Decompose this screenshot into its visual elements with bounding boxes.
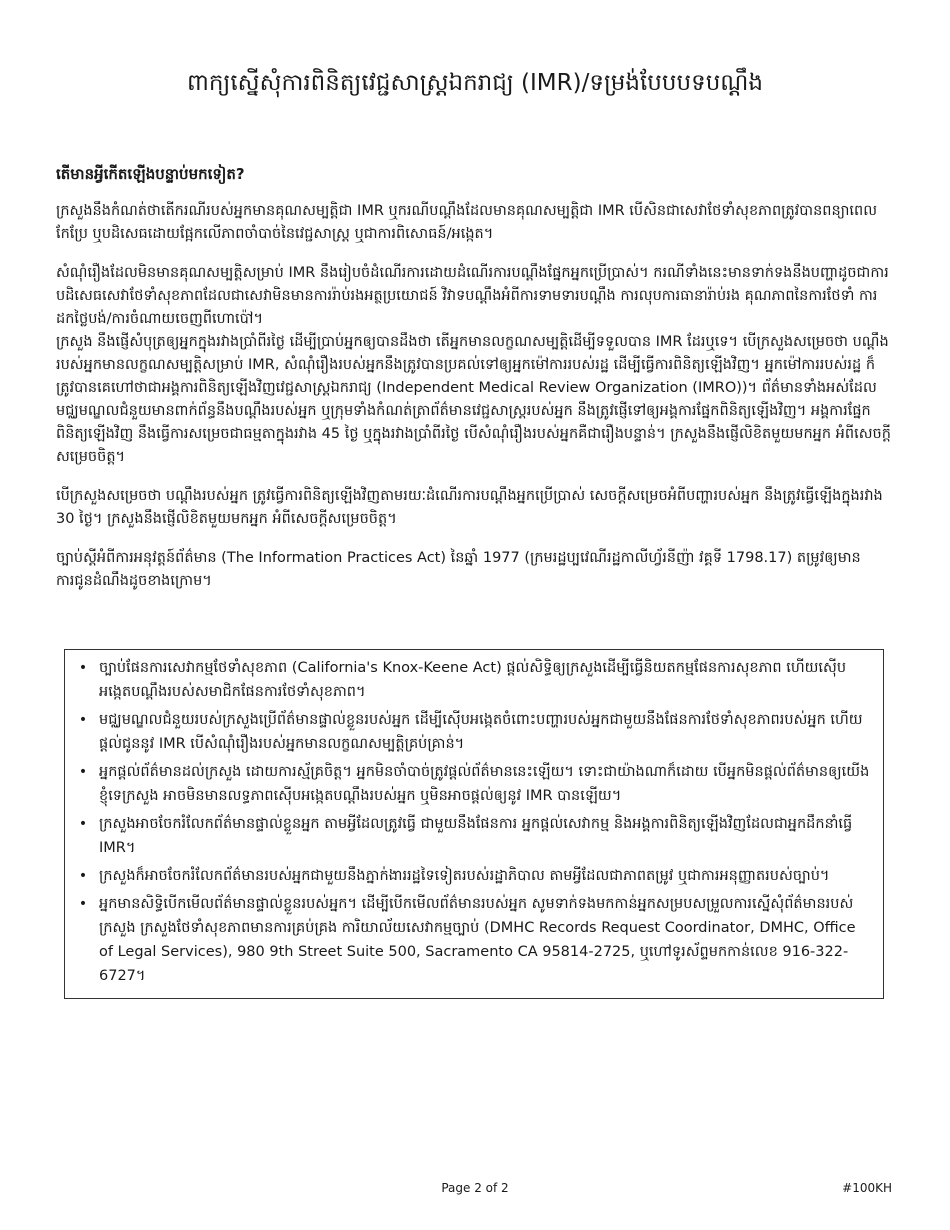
paragraph-consumer-complaint: បើក្រសួងសម្រេចថា បណ្ដឹងរបស់អ្នក ត្រូវធ្វើការពិនិត្យឡើងវិញតាមរយៈដំណើរការបណ្ដឹងអ្នកប្រើប្រាស់ សេចក្ដីសម្រេចអំពីបញ្ហារបស់អ្នក នឹងត្រូវធ្វើឡើងក្នុងរវាង 30 ថ្ងៃ។ ក្រសួងនឹងផ្ញើលិខិតមួយមកអ្នក អំពីសេចក្ដីសម្រេចចិត្ត។ [56, 488, 883, 527]
paragraph-non-imr-cases: សំណុំរឿងដែលមិនមានគុណសម្បត្តិសម្រាប់ IMR នឹងរៀបចំដំណើរការដោយដំណើរការបណ្ដឹងផ្នែកអ្នកប្រើប្រាស់។ ករណីទាំងនេះមានទាក់ទងនឹងបញ្ហាដូចជាការបដិសេធសេវាថែទាំសុខភាពដែលជាសេវាមិនមានការរ៉ាប់រងអត្ថប្រយោជន៍ វិវាទបណ្ដឹងអំពីការទាមទារបណ្ដឹង ការលុបការធានារ៉ាប់រង គុណភាពនៃការថែទាំ ការដកថ្លៃបង់/ការចំណាយចេញពីហោប៉ៅ។ [56, 265, 889, 327]
page-number: Page 2 of 2 [441, 1181, 509, 1195]
notice-item-text: ក្រសួងក៏អាចចែករំលែកព័ត៌មានរបស់អ្នកជាមួយនឹងភ្នាក់ងាររដ្ឋទៃទៀតរបស់រដ្ឋាភិបាល តាមអ្វីដែលជាភាពតម្រូវ ឬជាការអនុញ្ញាតរបស់ច្បាប់។ [99, 868, 830, 884]
notice-item-text: ក្រសួងអាចចែករំលែកព័ត៌មានផ្ទាល់ខ្លួនអ្នក តាមអ្វីដែលត្រូវធ្វើ ជាមួយនឹងផែនការ អ្នកផ្ដល់សេវាកម្ម និងអង្គការពិនិត្យឡើងវិញដែលជាអ្នកដឹកនាំធ្វើ IMR។ [99, 816, 853, 856]
notice-item-sharing-agencies [75, 864, 873, 888]
notice-item-text: ច្បាប់ផែនការសេវាកម្មថែទាំសុខភាព (California's Knox-Keene Act) ផ្ដល់សិទ្ធិឲ្យក្រសួងដើម្បីធ្វើនិយតកម្មផែនការសុខភាព ហើយស៊ើបអង្កេតបណ្ដឹងរបស់សមាជិកផែនការថែទាំសុខភាព។ [99, 660, 847, 700]
notice-item-text: មជ្ឈមណ្ឌលជំនួយរបស់ក្រសួងប្រើព័ត៌មានផ្ទាល់ខ្លួនរបស់អ្នក ដើម្បីស៊ើបអង្កេតចំពោះបញ្ហារបស់អ្នកជាមួយនឹងផែនការថែទាំសុខភាពរបស់អ្នក ហើយផ្ដល់ជូននូវ IMR បើសំណុំរឿងរបស់អ្នកមានលក្ខណសម្បត្តិគ្រប់គ្រាន់។ [99, 712, 863, 752]
bullet-icon: • [78, 816, 88, 832]
paragraph-eligibility: ក្រសួងនឹងកំណត់ថាតើករណីរបស់អ្នកមានគុណសម្បត្តិជា IMR ឬករណីបណ្ដឹងដែលមានគុណសម្បត្តិជា IMR បើសិនជាសេវាថែទាំសុខភាពត្រូវបានពន្យាពេល កែប្រែ ឬបដិសេធដោយផ្អែកលើភាពចាំបាច់នៃវេជ្ជសាស្ត្រ ឬជាការពិសោធន៍/អង្កេត។ [56, 203, 878, 242]
main-content [56, 162, 892, 609]
paragraph-information-practices-act: ច្បាប់ស្ដីអំពីការអនុវត្តន៍ព័ត៌មាន (The Information Practices Act) នៃឆ្នាំ 1977 (ក្រមរដ្ឋប្បវេណីរដ្ឋកាលីហ្វ័រនីញ៉ា វគ្គទី 1798.17) តម្រូវឲ្យមានការជូនដំណឹងដូចខាងក្រោម។ [56, 550, 861, 589]
notice-item-voluntary [75, 760, 873, 808]
notice-item-sharing-plans [75, 812, 873, 860]
bullet-icon: • [78, 660, 88, 676]
form-code: #100KH [842, 1181, 892, 1195]
notice-item-text: អ្នកមានសិទ្ធិបើកមើលព័ត៌មានផ្ទាល់ខ្លួនរបស់អ្នក។ ដើម្បីបើកមើលព័ត៌មានរបស់អ្នក សូមទាក់ទងមកកាន់អ្នកសម្របសម្រួលការស្នើសុំព័ត៌មានរបស់ក្រសួង ក្រសួងថែទាំសុខភាពមានការគ្រប់គ្រង ការិយាល័យសេវាកម្មច្បាប់ (DMHC Records Request Coordinator, DMHC, Office of Legal Services), 980 9th Street Suite 500, Sacramento CA 95814-2725, ឬហៅទូរស័ព្ទមកកាន់លេខ 916-322-6727។ [99, 896, 856, 984]
bullet-icon: • [78, 712, 88, 728]
document-title: ពាក្យស្នើសុំការពិនិត្យវេជ្ជសាស្ត្រឯករាជ្យ (IMR)/ទម្រង់បែបបទបណ្ដឹង [187, 70, 763, 96]
bullet-icon: • [78, 764, 88, 780]
paragraph-imr-process: ក្រសួង នឹងផ្ញើសំបុត្រឲ្យអ្នកក្នុងរវាងប្រាំពីរថ្ងៃ ដើម្បីប្រាប់អ្នកឲ្យបានដឹងថា តើអ្នកមានលក្ខណសម្បត្តិដើម្បីទទួលបាន IMR ដែរឬទេ។ បើក្រសួងសម្រេចថា បណ្ដឹងរបស់អ្នកមានលក្ខណសម្បត្តិសម្រាប់ IMR, សំណុំរឿងរបស់អ្នកនឹងត្រូវបានប្រគល់ទៅឲ្យអ្នកម៉ៅការរបស់រដ្ឋ ដើម្បីធ្វើការពិនិត្យឡើងវិញ។ អ្នកម៉ៅការរបស់រដ្ឋ ក៏ត្រូវបានគេហៅថាជាអង្គការពិនិត្យឡើងវិញវេជ្ជសាស្ត្រឯករាជ្យ (Independent Medical Review Organization (IMRO))។ ព័ត៌មានទាំងអស់ដែលមជ្ឈមណ្ឌលជំនួយមានពាក់ព័ន្ធនឹងបណ្ដឹងរបស់អ្នក ឬក្រុមទាំងកំណត់ត្រាព័ត៌មានវេជ្ជសាស្ត្ររបស់អ្នក នឹងត្រូវផ្ញើទៅឲ្យអង្គការផ្នែកពិនិត្យឡើងវិញ។ អង្គការផ្នែកពិនិត្យឡើងវិញ នឹងធ្វើការសម្រេចជាធម្មតាក្នុងរវាង 45 ថ្ងៃ ឬក្នុងរវាងប្រាំពីរថ្ងៃ បើសំណុំរឿងរបស់អ្នកគឺជារឿងបន្ទាន់។ ក្រសួងនឹងផ្ញើលិខិតមួយមកអ្នក អំពីសេចក្ដីសម្រេចចិត្ត។ [56, 334, 891, 465]
notice-item-knox-keene [75, 656, 873, 704]
notice-item-help-center [75, 708, 873, 756]
notice-item-records-access [75, 892, 873, 988]
bullet-icon: • [78, 868, 88, 884]
bullet-icon: • [78, 896, 88, 912]
privacy-notice-box [64, 649, 884, 999]
privacy-notice-list [75, 656, 873, 988]
notice-item-text: អ្នកផ្ដល់ព័ត៌មានដល់ក្រសួង ដោយការស្ម័គ្រចិត្ត។ អ្នកមិនចាំបាច់ត្រូវផ្ដល់ព័ត៌មាននេះឡើយ។ ទោះជាយ៉ាងណាក៏ដោយ បើអ្នកមិនផ្ដល់ព័ត៌មានឲ្យយើងខ្ញុំទេក្រសួង អាចមិនមានលទ្ធភាពស៊ើបអង្កេតបណ្ដឹងរបស់អ្នក ឬមិនអាចផ្ដល់ឲ្យនូវ IMR បានឡើយ។ [99, 764, 870, 804]
section-heading: តើមានអ្វីកើតឡើងបន្ទាប់មកទៀត? [56, 165, 245, 183]
